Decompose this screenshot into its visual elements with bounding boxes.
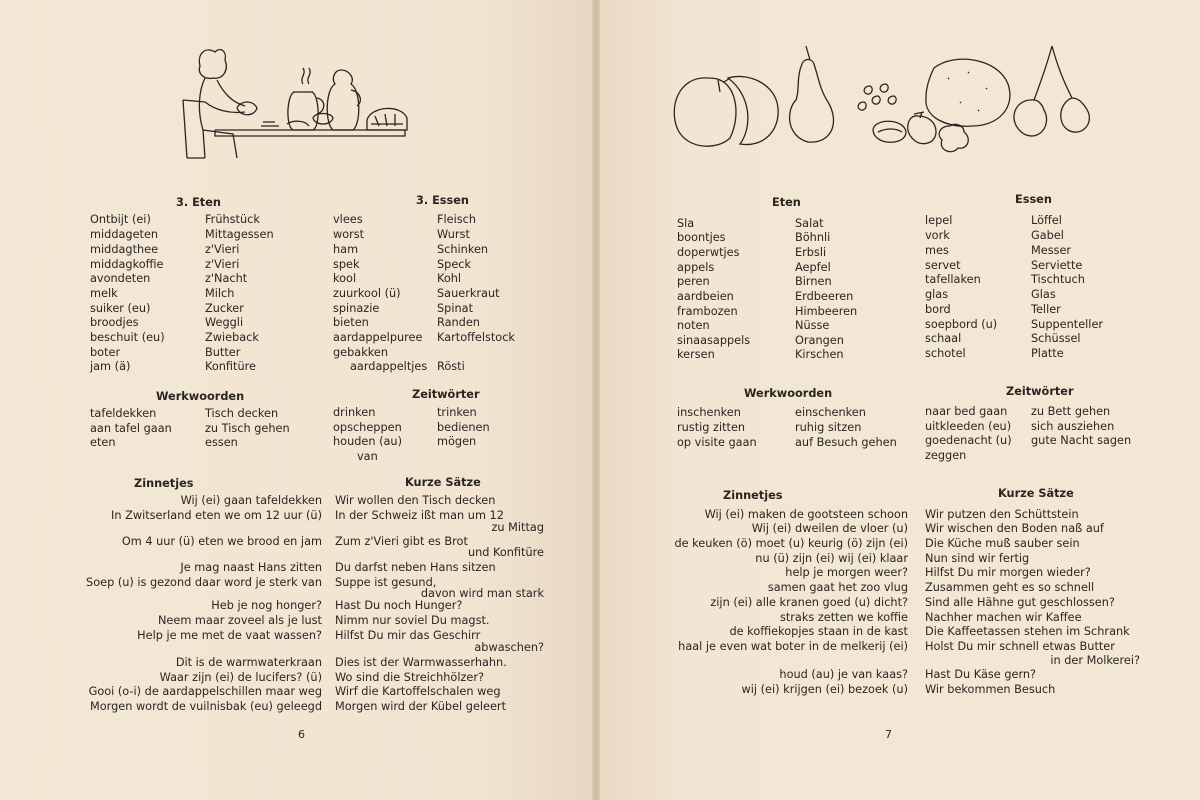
list-item: spinazie bbox=[333, 302, 380, 315]
right-kurze-title: Kurze Sätze bbox=[998, 487, 1074, 500]
list-item: Platte bbox=[1031, 347, 1064, 360]
list-item: worst bbox=[333, 228, 365, 241]
right-zeitwoerter-title: Zeitwörter bbox=[1006, 385, 1074, 398]
list-item: frambozen bbox=[677, 305, 738, 318]
list-item: schaal bbox=[925, 332, 962, 345]
list-item: Randen bbox=[437, 316, 480, 329]
list-item: abwaschen? bbox=[474, 641, 544, 654]
list-item: drinken bbox=[333, 406, 376, 419]
list-item: bedienen bbox=[437, 421, 490, 434]
list-item: lepel bbox=[925, 214, 953, 227]
list-item: goedenacht (u) bbox=[925, 434, 1012, 447]
list-item: Zwieback bbox=[205, 331, 259, 344]
list-item: Glas bbox=[1031, 288, 1056, 301]
list-item: beschuit (eu) bbox=[90, 331, 165, 344]
list-item: de keuken (ö) moet (u) keurig (ö) zijn (ei) bbox=[674, 537, 908, 550]
list-item: ham bbox=[333, 243, 359, 256]
list-item: Wij (ei) dweilen de vloer (u) bbox=[751, 522, 908, 535]
list-item: Suppe ist gesund, bbox=[335, 576, 437, 589]
list-item: In der Schweiz ißt man um 12 bbox=[335, 509, 504, 522]
list-item: Spinat bbox=[437, 302, 473, 315]
list-item: Schüssel bbox=[1031, 332, 1081, 345]
list-item: zijn (ei) alle kranen goed (u) dicht? bbox=[710, 596, 908, 609]
list-item: Zum z'Vieri gibt es Brot bbox=[335, 535, 468, 548]
list-item: auf Besuch gehen bbox=[795, 436, 897, 449]
list-item: Konfitüre bbox=[205, 360, 256, 373]
list-item: Himbeeren bbox=[795, 305, 858, 318]
list-item: haal je even wat boter in de melkerij (ei) bbox=[678, 640, 908, 653]
list-item: Aepfel bbox=[795, 261, 831, 274]
list-item: Hilfst Du mir morgen wieder? bbox=[925, 566, 1091, 579]
list-item: Sla bbox=[677, 217, 695, 230]
list-item: appels bbox=[677, 261, 715, 274]
list-item: Wir wollen den Tisch decken bbox=[335, 494, 496, 507]
list-item: Soep (u) is gezond daar word je sterk van bbox=[86, 576, 322, 589]
left-kurze-title: Kurze Sätze bbox=[405, 476, 481, 489]
list-item: Nüsse bbox=[795, 319, 830, 332]
list-item: van bbox=[357, 450, 378, 463]
list-item: z'Vieri bbox=[205, 243, 240, 256]
list-item: suiker (eu) bbox=[90, 302, 151, 315]
list-item: broodjes bbox=[90, 316, 139, 329]
list-item: bieten bbox=[333, 316, 369, 329]
list-item: samen gaat het zoo vlug bbox=[767, 581, 908, 594]
list-item: Heb je nog honger? bbox=[211, 599, 322, 612]
list-item: und Konfitüre bbox=[467, 546, 544, 559]
list-item: Neem maar zoveel als je lust bbox=[157, 614, 322, 627]
list-item: aardappelpuree bbox=[333, 331, 423, 344]
list-item: tafeldekken bbox=[90, 407, 157, 420]
list-item: Milch bbox=[205, 287, 235, 300]
list-item: tafellaken bbox=[925, 273, 981, 286]
list-item: Weggli bbox=[205, 316, 244, 329]
list-item: Nun sind wir fertig bbox=[925, 552, 1030, 565]
list-item: middagthee bbox=[90, 243, 159, 256]
list-item: houden (au) bbox=[333, 435, 403, 448]
list-item: vlees bbox=[333, 213, 363, 226]
list-item: Wir bekommen Besuch bbox=[925, 683, 1056, 696]
list-item: mes bbox=[925, 244, 949, 257]
list-item: Wirf die Kartoffelschalen weg bbox=[335, 685, 501, 698]
list-item: einschenken bbox=[795, 406, 866, 419]
list-item: opscheppen bbox=[333, 421, 402, 434]
right-werkwoorden-title: Werkwoorden bbox=[744, 387, 833, 400]
left-essen-title: 3. Essen bbox=[416, 194, 469, 207]
list-item: Wurst bbox=[437, 228, 470, 241]
list-item: mögen bbox=[437, 435, 477, 448]
list-item: kool bbox=[333, 272, 357, 285]
list-item: Messer bbox=[1031, 244, 1072, 257]
list-item: ruhig sitzen bbox=[795, 421, 862, 434]
list-item: Tischtuch bbox=[1031, 273, 1085, 286]
list-item: wij (ei) krijgen (ei) bezoek (u) bbox=[741, 683, 908, 696]
list-item: Kohl bbox=[437, 272, 462, 285]
list-item: Frühstück bbox=[205, 213, 260, 226]
list-item: Salat bbox=[795, 217, 824, 230]
list-item: Wo sind die Streichhölzer? bbox=[335, 671, 484, 684]
list-item: Du darfst neben Hans sitzen bbox=[335, 561, 496, 574]
list-item: soepbord (u) bbox=[925, 318, 998, 331]
list-item: Hast Du noch Hunger? bbox=[335, 599, 463, 612]
list-item: Je mag naast Hans zitten bbox=[180, 561, 322, 574]
list-item: Zusammen geht es so schnell bbox=[925, 581, 1095, 594]
list-item: gebakken bbox=[333, 346, 389, 359]
list-item: sich ausziehen bbox=[1031, 420, 1115, 433]
list-item: op visite gaan bbox=[677, 436, 757, 449]
book-gutter bbox=[592, 0, 600, 800]
list-item: zu Mittag bbox=[491, 521, 544, 534]
left-zeitwoerter-title: Zeitwörter bbox=[412, 388, 480, 401]
list-item: Wij (ei) maken de gootsteen schoon bbox=[704, 508, 908, 521]
right-essen-title: Essen bbox=[1015, 193, 1052, 206]
list-item: Die Küche muß sauber sein bbox=[925, 537, 1080, 550]
list-item: z'Nacht bbox=[205, 272, 248, 285]
list-item: zu Tisch gehen bbox=[205, 422, 290, 435]
list-item: melk bbox=[90, 287, 118, 300]
list-item: boter bbox=[90, 346, 121, 359]
list-item: Erdbeeren bbox=[795, 290, 854, 303]
list-item: houd (au) je van kaas? bbox=[779, 668, 908, 681]
list-item: Böhnli bbox=[795, 231, 831, 244]
list-item: kersen bbox=[677, 348, 715, 361]
list-item: Nachher machen wir Kaffee bbox=[925, 611, 1082, 624]
list-item: rustig zitten bbox=[677, 421, 746, 434]
left-zinnetjes-title: Zinnetjes bbox=[134, 477, 194, 490]
list-item: Morgen wird der Kübel geleert bbox=[335, 700, 507, 713]
list-item: Waar zijn (ei) de lucifers? (ü) bbox=[159, 671, 322, 684]
list-item: naar bed gaan bbox=[925, 405, 1008, 418]
left-werkwoorden-title: Werkwoorden bbox=[156, 390, 245, 403]
list-item: Teller bbox=[1031, 303, 1061, 316]
list-item: Sind alle Hähne gut geschlossen? bbox=[925, 596, 1115, 609]
list-item: aan tafel gaan bbox=[90, 422, 172, 435]
list-item: bord bbox=[925, 303, 951, 316]
list-item: spek bbox=[333, 258, 360, 271]
list-item: Wir putzen den Schüttstein bbox=[925, 508, 1079, 521]
list-item: Dies ist der Warmwasserhahn. bbox=[335, 656, 507, 669]
list-item: in der Molkerei? bbox=[1050, 654, 1140, 667]
list-item: Butter bbox=[205, 346, 241, 359]
list-item: zu Bett gehen bbox=[1031, 405, 1111, 418]
list-item: Suppenteller bbox=[1031, 318, 1104, 331]
list-item: Birnen bbox=[795, 275, 832, 288]
list-item: Serviette bbox=[1031, 259, 1083, 272]
list-item: noten bbox=[677, 319, 710, 332]
list-item: Wir wischen den Boden naß auf bbox=[925, 522, 1104, 535]
list-item: Wij (ei) gaan tafeldekken bbox=[180, 494, 322, 507]
list-item: servet bbox=[925, 259, 961, 272]
fruits-illustration-icon bbox=[668, 38, 1098, 156]
list-item: boontjes bbox=[677, 231, 726, 244]
list-item: peren bbox=[677, 275, 710, 288]
list-item: Zucker bbox=[205, 302, 244, 315]
list-item: zeggen bbox=[925, 449, 967, 462]
list-item: Fleisch bbox=[437, 213, 476, 226]
left-page-number: 6 bbox=[298, 728, 305, 741]
list-item: Mittagessen bbox=[205, 228, 274, 241]
list-item: doperwtjes bbox=[677, 246, 740, 259]
list-item: aardbeien bbox=[677, 290, 734, 303]
list-item: Gooi (o-i) de aardappelschillen maar weg bbox=[88, 685, 322, 698]
breakfast-illustration-icon bbox=[175, 40, 425, 170]
list-item: Sauerkraut bbox=[437, 287, 500, 300]
list-item: Dit is de warmwaterkraan bbox=[175, 656, 322, 669]
list-item: Nimm nur soviel Du magst. bbox=[335, 614, 490, 627]
list-item: In Zwitserland eten we om 12 uur (ü) bbox=[111, 509, 322, 522]
list-item: vork bbox=[925, 229, 950, 242]
list-item: Die Kaffeetassen stehen im Schrank bbox=[925, 625, 1130, 638]
list-item: essen bbox=[205, 436, 238, 449]
right-zinnetjes-title: Zinnetjes bbox=[723, 489, 783, 502]
right-page-number: 7 bbox=[885, 728, 892, 741]
list-item: Morgen wordt de vuilnisbak (eu) geleegd bbox=[89, 700, 322, 713]
list-item: glas bbox=[925, 288, 949, 301]
list-item: Hast Du Käse gern? bbox=[925, 668, 1037, 681]
list-item: Erbsli bbox=[795, 246, 827, 259]
list-item: Gabel bbox=[1031, 229, 1064, 242]
list-item: middageten bbox=[90, 228, 159, 241]
list-item: aardappeltjes bbox=[350, 360, 428, 373]
list-item: Kirschen bbox=[795, 348, 844, 361]
list-item: Om 4 uur (ü) eten we brood en jam bbox=[121, 535, 322, 548]
list-item: Hilfst Du mir das Geschirr bbox=[335, 629, 481, 642]
list-item: sinaasappels bbox=[677, 334, 751, 347]
list-item: Orangen bbox=[795, 334, 844, 347]
list-item: Löffel bbox=[1031, 214, 1062, 227]
list-item: Schinken bbox=[437, 243, 489, 256]
list-item: straks zetten we koffie bbox=[779, 611, 908, 624]
list-item: schotel bbox=[925, 347, 966, 360]
list-item: jam (ä) bbox=[90, 360, 131, 373]
list-item: Tisch decken bbox=[205, 407, 279, 420]
list-item: eten bbox=[90, 436, 116, 449]
list-item: gute Nacht sagen bbox=[1031, 434, 1132, 447]
list-item: avondeten bbox=[90, 272, 151, 285]
list-item: inschenken bbox=[677, 406, 741, 419]
right-eten-title: Eten bbox=[772, 196, 801, 209]
list-item: zuurkool (ü) bbox=[333, 287, 401, 300]
list-item: z'Vieri bbox=[205, 258, 240, 271]
left-eten-title: 3. Eten bbox=[176, 196, 221, 209]
list-item: de koffiekopjes staan in de kast bbox=[729, 625, 908, 638]
list-item: Speck bbox=[437, 258, 472, 271]
list-item: Rösti bbox=[437, 360, 465, 373]
list-item: Help je me met de vaat wassen? bbox=[137, 629, 322, 642]
list-item: help je morgen weer? bbox=[785, 566, 908, 579]
list-item: middagkoffie bbox=[90, 258, 164, 271]
list-item: Kartoffelstock bbox=[437, 331, 515, 344]
list-item: Holst Du mir schnell etwas Butter bbox=[925, 640, 1115, 653]
list-item: uitkleeden (eu) bbox=[925, 420, 1012, 433]
list-item: trinken bbox=[437, 406, 477, 419]
list-item: nu (ü) zijn (ei) wij (ei) klaar bbox=[755, 552, 908, 565]
list-item: davon wird man stark bbox=[420, 587, 544, 600]
list-item: Ontbijt (ei) bbox=[90, 213, 151, 226]
